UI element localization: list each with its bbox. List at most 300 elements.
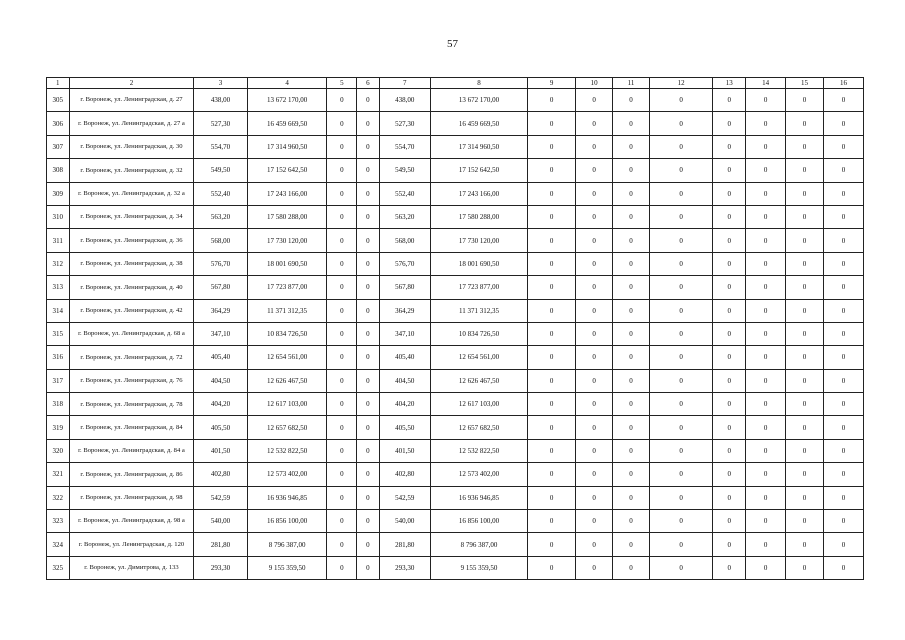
col15-cell: 0 [786, 276, 824, 299]
col13-cell: 0 [713, 135, 746, 158]
col11-cell: 0 [613, 135, 650, 158]
col10-cell: 0 [576, 159, 613, 182]
col13-cell: 0 [713, 205, 746, 228]
column-header: 2 [69, 78, 194, 89]
column-header: 1 [47, 78, 70, 89]
amount-cell: 17 730 120,00 [247, 229, 327, 252]
amount-total-cell: 18 001 690,50 [430, 252, 527, 275]
table-row [47, 463, 864, 486]
page-number: 57 [447, 38, 458, 50]
col11-cell: 0 [613, 533, 650, 556]
table-row [47, 510, 864, 533]
col11-cell: 0 [613, 439, 650, 462]
col14-cell: 0 [746, 463, 786, 486]
col14-cell: 0 [746, 556, 786, 579]
col6-cell: 0 [357, 393, 380, 416]
col14-cell: 0 [746, 369, 786, 392]
col12-cell: 0 [649, 486, 712, 509]
row-number: 313 [47, 276, 70, 299]
col5-cell: 0 [327, 276, 357, 299]
address-cell: г. Воронеж, ул. Ленинградская, д. 40 [69, 276, 194, 299]
col10-cell: 0 [576, 416, 613, 439]
col11-cell: 0 [613, 205, 650, 228]
col12-cell: 0 [649, 252, 712, 275]
table-row [47, 159, 864, 182]
row-number: 309 [47, 182, 70, 205]
address-cell: г. Воронеж, ул. Ленинградская, д. 34 [69, 205, 194, 228]
address-cell: г. Воронеж, ул. Ленинградская, д. 84 [69, 416, 194, 439]
col14-cell: 0 [746, 533, 786, 556]
col5-cell: 0 [327, 346, 357, 369]
row-number: 325 [47, 556, 70, 579]
col6-cell: 0 [357, 322, 380, 345]
col11-cell: 0 [613, 252, 650, 275]
col16-cell: 0 [823, 533, 863, 556]
col9-cell: 0 [528, 182, 576, 205]
col12-cell: 0 [649, 510, 712, 533]
col9-cell: 0 [528, 205, 576, 228]
column-header: 15 [786, 78, 824, 89]
address-cell: г. Воронеж, ул. Ленинградская, д. 98 а [69, 510, 194, 533]
address-cell: г. Воронеж, ул. Ленинградская, д. 120 [69, 533, 194, 556]
col14-cell: 0 [746, 510, 786, 533]
col6-cell: 0 [357, 346, 380, 369]
col5-cell: 0 [327, 533, 357, 556]
col6-cell: 0 [357, 276, 380, 299]
area-total-cell: 405,50 [379, 416, 430, 439]
col11-cell: 0 [613, 486, 650, 509]
row-number: 323 [47, 510, 70, 533]
area-total-cell: 438,00 [379, 89, 430, 112]
table-row [47, 205, 864, 228]
amount-total-cell: 12 626 467,50 [430, 369, 527, 392]
col6-cell: 0 [357, 252, 380, 275]
col12-cell: 0 [649, 112, 712, 135]
table-row [47, 182, 864, 205]
col16-cell: 0 [823, 182, 863, 205]
table-row [47, 112, 864, 135]
col15-cell: 0 [786, 346, 824, 369]
row-number: 314 [47, 299, 70, 322]
col16-cell: 0 [823, 89, 863, 112]
col13-cell: 0 [713, 369, 746, 392]
area-cell: 542,59 [194, 486, 247, 509]
col5-cell: 0 [327, 463, 357, 486]
col11-cell: 0 [613, 556, 650, 579]
col10-cell: 0 [576, 299, 613, 322]
column-header: 13 [713, 78, 746, 89]
row-number: 319 [47, 416, 70, 439]
amount-total-cell: 12 532 822,50 [430, 439, 527, 462]
area-cell: 563,20 [194, 205, 247, 228]
area-total-cell: 405,40 [379, 346, 430, 369]
col12-cell: 0 [649, 299, 712, 322]
col13-cell: 0 [713, 252, 746, 275]
area-total-cell: 402,80 [379, 463, 430, 486]
col15-cell: 0 [786, 439, 824, 462]
col15-cell: 0 [786, 182, 824, 205]
address-cell: г. Воронеж, ул. Ленинградская, д. 98 [69, 486, 194, 509]
area-cell: 401,50 [194, 439, 247, 462]
col6-cell: 0 [357, 89, 380, 112]
col11-cell: 0 [613, 510, 650, 533]
area-cell: 404,20 [194, 393, 247, 416]
col10-cell: 0 [576, 205, 613, 228]
amount-cell: 12 573 402,00 [247, 463, 327, 486]
area-total-cell: 576,70 [379, 252, 430, 275]
amount-total-cell: 17 730 120,00 [430, 229, 527, 252]
column-number-row [47, 78, 864, 89]
row-number: 311 [47, 229, 70, 252]
col10-cell: 0 [576, 252, 613, 275]
area-total-cell: 401,50 [379, 439, 430, 462]
col13-cell: 0 [713, 416, 746, 439]
row-number: 308 [47, 159, 70, 182]
amount-total-cell: 11 371 312,35 [430, 299, 527, 322]
amount-total-cell: 12 657 682,50 [430, 416, 527, 439]
area-cell: 404,50 [194, 369, 247, 392]
column-header: 10 [576, 78, 613, 89]
col11-cell: 0 [613, 112, 650, 135]
col5-cell: 0 [327, 486, 357, 509]
amount-cell: 16 459 669,50 [247, 112, 327, 135]
area-cell: 554,70 [194, 135, 247, 158]
col12-cell: 0 [649, 416, 712, 439]
address-cell: г. Воронеж, ул. Ленинградская, д. 32 а [69, 182, 194, 205]
area-total-cell: 568,00 [379, 229, 430, 252]
table-body [47, 89, 864, 580]
area-total-cell: 542,59 [379, 486, 430, 509]
col16-cell: 0 [823, 229, 863, 252]
col16-cell: 0 [823, 299, 863, 322]
area-total-cell: 563,20 [379, 205, 430, 228]
col6-cell: 0 [357, 229, 380, 252]
col14-cell: 0 [746, 299, 786, 322]
amount-cell: 8 796 387,00 [247, 533, 327, 556]
table-row [47, 533, 864, 556]
col13-cell: 0 [713, 510, 746, 533]
address-cell: г. Воронеж, ул. Ленинградская, д. 76 [69, 369, 194, 392]
col5-cell: 0 [327, 299, 357, 322]
col9-cell: 0 [528, 322, 576, 345]
col10-cell: 0 [576, 556, 613, 579]
col15-cell: 0 [786, 486, 824, 509]
col5-cell: 0 [327, 510, 357, 533]
col10-cell: 0 [576, 439, 613, 462]
amount-total-cell: 16 459 669,50 [430, 112, 527, 135]
col14-cell: 0 [746, 439, 786, 462]
col12-cell: 0 [649, 556, 712, 579]
col15-cell: 0 [786, 322, 824, 345]
col10-cell: 0 [576, 112, 613, 135]
address-cell: г. Воронеж, ул. Ленинградская, д. 38 [69, 252, 194, 275]
col6-cell: 0 [357, 556, 380, 579]
col9-cell: 0 [528, 229, 576, 252]
col9-cell: 0 [528, 346, 576, 369]
area-total-cell: 567,80 [379, 276, 430, 299]
col14-cell: 0 [746, 135, 786, 158]
column-header: 16 [823, 78, 863, 89]
col10-cell: 0 [576, 229, 613, 252]
table-row [47, 346, 864, 369]
col15-cell: 0 [786, 463, 824, 486]
col16-cell: 0 [823, 252, 863, 275]
col13-cell: 0 [713, 346, 746, 369]
column-header: 8 [430, 78, 527, 89]
table-row [47, 252, 864, 275]
col12-cell: 0 [649, 229, 712, 252]
amount-cell: 17 314 960,50 [247, 135, 327, 158]
row-number: 318 [47, 393, 70, 416]
area-total-cell: 281,80 [379, 533, 430, 556]
col9-cell: 0 [528, 112, 576, 135]
area-total-cell: 552,40 [379, 182, 430, 205]
amount-total-cell: 8 796 387,00 [430, 533, 527, 556]
col16-cell: 0 [823, 393, 863, 416]
col14-cell: 0 [746, 229, 786, 252]
column-header: 6 [357, 78, 380, 89]
col6-cell: 0 [357, 486, 380, 509]
amount-total-cell: 13 672 170,00 [430, 89, 527, 112]
col9-cell: 0 [528, 533, 576, 556]
area-cell: 552,40 [194, 182, 247, 205]
area-cell: 405,40 [194, 346, 247, 369]
col15-cell: 0 [786, 252, 824, 275]
col6-cell: 0 [357, 510, 380, 533]
area-total-cell: 540,00 [379, 510, 430, 533]
col16-cell: 0 [823, 322, 863, 345]
col5-cell: 0 [327, 182, 357, 205]
col16-cell: 0 [823, 416, 863, 439]
col15-cell: 0 [786, 299, 824, 322]
column-header: 14 [746, 78, 786, 89]
address-cell: г. Воронеж, ул. Ленинградская, д. 27 [69, 89, 194, 112]
table-row [47, 229, 864, 252]
col5-cell: 0 [327, 252, 357, 275]
col16-cell: 0 [823, 369, 863, 392]
col13-cell: 0 [713, 276, 746, 299]
col13-cell: 0 [713, 322, 746, 345]
col14-cell: 0 [746, 486, 786, 509]
col5-cell: 0 [327, 112, 357, 135]
table-row [47, 89, 864, 112]
col9-cell: 0 [528, 252, 576, 275]
address-cell: г. Воронеж, ул. Ленинградская, д. 78 [69, 393, 194, 416]
amount-total-cell: 17 243 166,00 [430, 182, 527, 205]
col10-cell: 0 [576, 182, 613, 205]
address-cell: г. Воронеж, ул. Ленинградская, д. 72 [69, 346, 194, 369]
col14-cell: 0 [746, 89, 786, 112]
col10-cell: 0 [576, 510, 613, 533]
col16-cell: 0 [823, 205, 863, 228]
amount-cell: 17 243 166,00 [247, 182, 327, 205]
area-cell: 347,10 [194, 322, 247, 345]
col9-cell: 0 [528, 439, 576, 462]
col13-cell: 0 [713, 486, 746, 509]
area-cell: 527,30 [194, 112, 247, 135]
row-number: 305 [47, 89, 70, 112]
column-header: 5 [327, 78, 357, 89]
amount-total-cell: 12 573 402,00 [430, 463, 527, 486]
col14-cell: 0 [746, 416, 786, 439]
col12-cell: 0 [649, 276, 712, 299]
row-number: 306 [47, 112, 70, 135]
amount-cell: 12 532 822,50 [247, 439, 327, 462]
col15-cell: 0 [786, 369, 824, 392]
col16-cell: 0 [823, 556, 863, 579]
amount-cell: 12 657 682,50 [247, 416, 327, 439]
amount-cell: 12 626 467,50 [247, 369, 327, 392]
col10-cell: 0 [576, 346, 613, 369]
amount-total-cell: 17 580 288,00 [430, 205, 527, 228]
amount-cell: 17 580 288,00 [247, 205, 327, 228]
col16-cell: 0 [823, 276, 863, 299]
table-row [47, 416, 864, 439]
col12-cell: 0 [649, 439, 712, 462]
area-cell: 549,50 [194, 159, 247, 182]
col9-cell: 0 [528, 556, 576, 579]
area-cell: 540,00 [194, 510, 247, 533]
row-number: 317 [47, 369, 70, 392]
area-cell: 281,80 [194, 533, 247, 556]
col9-cell: 0 [528, 276, 576, 299]
amount-cell: 17 152 642,50 [247, 159, 327, 182]
col5-cell: 0 [327, 89, 357, 112]
amount-cell: 17 723 877,00 [247, 276, 327, 299]
address-cell: г. Воронеж, ул. Ленинградская, д. 36 [69, 229, 194, 252]
col10-cell: 0 [576, 276, 613, 299]
col13-cell: 0 [713, 463, 746, 486]
col13-cell: 0 [713, 556, 746, 579]
col16-cell: 0 [823, 486, 863, 509]
col6-cell: 0 [357, 463, 380, 486]
col9-cell: 0 [528, 393, 576, 416]
amount-total-cell: 17 723 877,00 [430, 276, 527, 299]
col11-cell: 0 [613, 346, 650, 369]
area-total-cell: 404,20 [379, 393, 430, 416]
col12-cell: 0 [649, 463, 712, 486]
col11-cell: 0 [613, 182, 650, 205]
col11-cell: 0 [613, 322, 650, 345]
col9-cell: 0 [528, 135, 576, 158]
column-header: 3 [194, 78, 247, 89]
col5-cell: 0 [327, 393, 357, 416]
col5-cell: 0 [327, 369, 357, 392]
col10-cell: 0 [576, 486, 613, 509]
col16-cell: 0 [823, 510, 863, 533]
column-header: 7 [379, 78, 430, 89]
col6-cell: 0 [357, 533, 380, 556]
col6-cell: 0 [357, 182, 380, 205]
col12-cell: 0 [649, 393, 712, 416]
row-number: 320 [47, 439, 70, 462]
col14-cell: 0 [746, 393, 786, 416]
col15-cell: 0 [786, 510, 824, 533]
address-cell: г. Воронеж, ул. Ленинградская, д. 42 [69, 299, 194, 322]
col16-cell: 0 [823, 159, 863, 182]
table-row [47, 299, 864, 322]
row-number: 322 [47, 486, 70, 509]
col9-cell: 0 [528, 159, 576, 182]
col5-cell: 0 [327, 416, 357, 439]
col16-cell: 0 [823, 112, 863, 135]
address-cell: г. Воронеж, ул. Ленинградская, д. 68 а [69, 322, 194, 345]
col6-cell: 0 [357, 135, 380, 158]
table-row [47, 135, 864, 158]
col9-cell: 0 [528, 89, 576, 112]
col12-cell: 0 [649, 369, 712, 392]
amount-cell: 9 155 359,50 [247, 556, 327, 579]
col11-cell: 0 [613, 393, 650, 416]
col9-cell: 0 [528, 486, 576, 509]
col16-cell: 0 [823, 439, 863, 462]
amount-total-cell: 17 314 960,50 [430, 135, 527, 158]
col15-cell: 0 [786, 135, 824, 158]
col10-cell: 0 [576, 369, 613, 392]
area-total-cell: 293,30 [379, 556, 430, 579]
col5-cell: 0 [327, 205, 357, 228]
amount-cell: 10 834 726,50 [247, 322, 327, 345]
amount-cell: 18 001 690,50 [247, 252, 327, 275]
column-header: 4 [247, 78, 327, 89]
table-row [47, 369, 864, 392]
col12-cell: 0 [649, 135, 712, 158]
col11-cell: 0 [613, 229, 650, 252]
row-number: 324 [47, 533, 70, 556]
col12-cell: 0 [649, 159, 712, 182]
amount-total-cell: 16 856 100,00 [430, 510, 527, 533]
col11-cell: 0 [613, 369, 650, 392]
col6-cell: 0 [357, 299, 380, 322]
area-total-cell: 527,30 [379, 112, 430, 135]
col13-cell: 0 [713, 439, 746, 462]
table-row [47, 393, 864, 416]
col12-cell: 0 [649, 533, 712, 556]
col9-cell: 0 [528, 299, 576, 322]
amount-total-cell: 16 936 946,85 [430, 486, 527, 509]
col15-cell: 0 [786, 205, 824, 228]
row-number: 315 [47, 322, 70, 345]
area-total-cell: 404,50 [379, 369, 430, 392]
col5-cell: 0 [327, 439, 357, 462]
col13-cell: 0 [713, 112, 746, 135]
col15-cell: 0 [786, 159, 824, 182]
col15-cell: 0 [786, 416, 824, 439]
column-header: 9 [528, 78, 576, 89]
address-cell: г. Воронеж, ул. Ленинградская, д. 84 а [69, 439, 194, 462]
area-cell: 293,30 [194, 556, 247, 579]
col10-cell: 0 [576, 533, 613, 556]
col13-cell: 0 [713, 89, 746, 112]
address-cell: г. Воронеж, ул. Ленинградская, д. 32 [69, 159, 194, 182]
area-cell: 438,00 [194, 89, 247, 112]
col15-cell: 0 [786, 229, 824, 252]
col15-cell: 0 [786, 393, 824, 416]
col14-cell: 0 [746, 322, 786, 345]
amount-cell: 12 617 103,00 [247, 393, 327, 416]
col11-cell: 0 [613, 463, 650, 486]
col15-cell: 0 [786, 89, 824, 112]
col5-cell: 0 [327, 135, 357, 158]
col9-cell: 0 [528, 369, 576, 392]
amount-cell: 11 371 312,35 [247, 299, 327, 322]
col6-cell: 0 [357, 416, 380, 439]
area-cell: 405,50 [194, 416, 247, 439]
col16-cell: 0 [823, 463, 863, 486]
col5-cell: 0 [327, 159, 357, 182]
row-number: 307 [47, 135, 70, 158]
col15-cell: 0 [786, 112, 824, 135]
